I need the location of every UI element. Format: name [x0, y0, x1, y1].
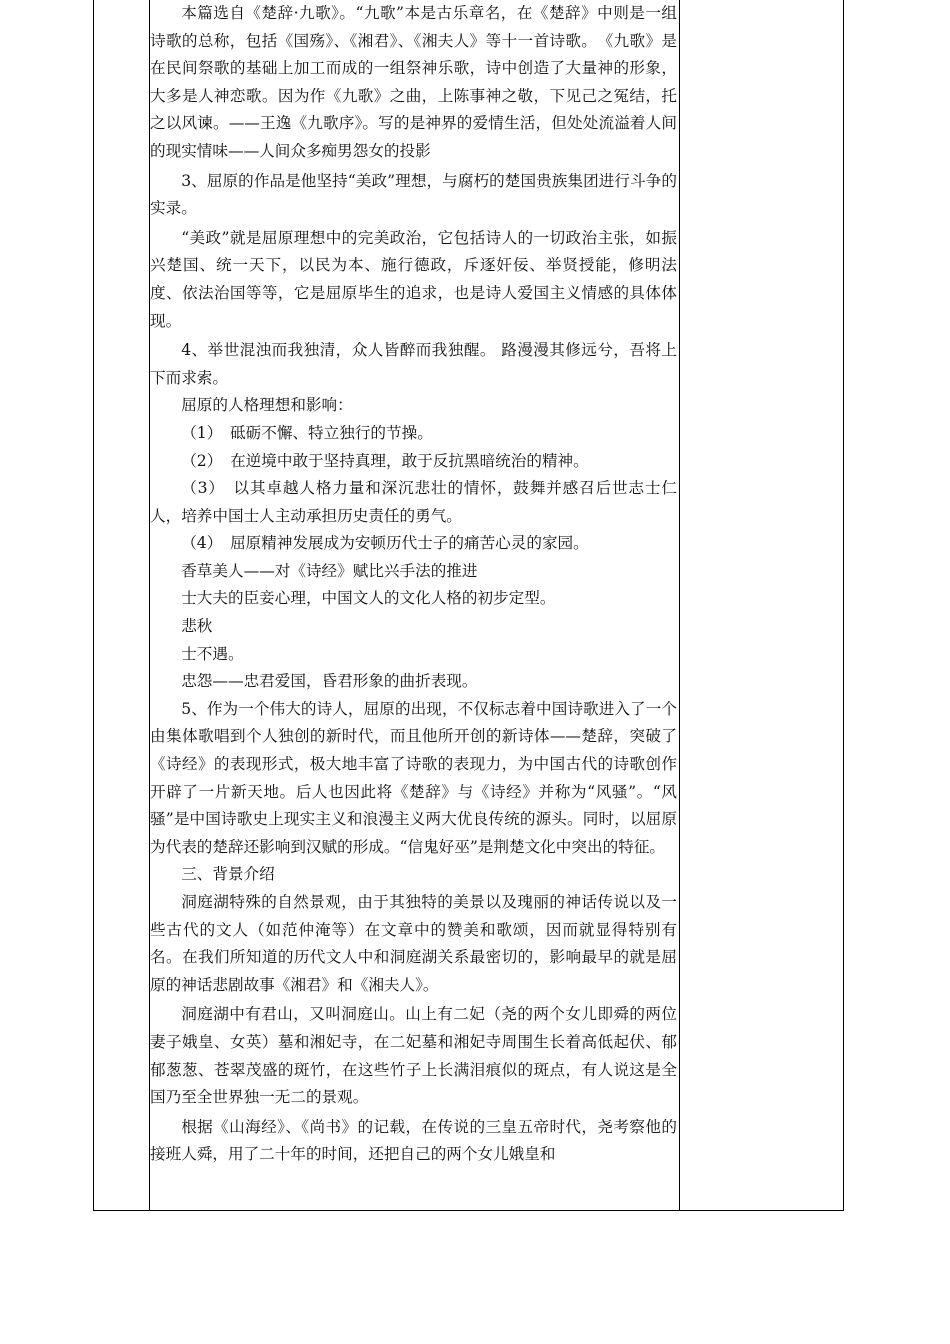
paragraph-meizheng: “美政”就是屈原理想中的完美政治，它包括诗人的一切政治主张，如振兴楚国、统一天下，以民为本、施行德政，斥逐奸佞、举贤授能，修明法度、依法治国等等，它是屈原毕生的追求，也是诗人爱国主义情感的具体体现。 — [150, 228, 677, 330]
paragraph-junshan: 洞庭湖中有君山，又叫洞庭山。山上有二妃（尧的两个女儿即舜的两位妻子娥皇、女英）墓和湘妃寺，在二妃墓和湘妃寺周围生长着高低起伏、郁郁葱葱、苍翠茂盛的斑竹，在这些竹子上长满泪痕似的斑点，有人说这是全国乃至全世界独一无二的景观。 — [150, 1005, 677, 1107]
paragraph-jiuge-intro: 本篇选自《楚辞·九歌》。“九歌”本是古乐章名，在《楚辞》中则是一组诗歌的总称，包括《国殇》、《湘君》、《湘夫人》等十一首诗歌。 《九歌》是在民间祭歌的基础上加工而成的一组祭神乐歌，诗中创造了大量神的形象，大多是人神恋歌。因为作《九歌》之曲，上陈事神之敬，下见己之冤结，托之以风谏。——王逸《九歌序》。写的是神界的爱情生活，但处处流溢着人间的现实情味——人间众多痴男怨女的投影 — [150, 4, 677, 160]
table-column-divider-right — [679, 0, 680, 1210]
paragraph-xiangcao: 香草美人——对《诗经》赋比兴手法的推进 — [181, 561, 478, 580]
paragraph-zhongyuan: 忠怨——忠君爱国，昏君形象的曲折表现。 — [181, 672, 478, 691]
section-heading-background: 三、背景介绍 — [181, 865, 275, 884]
list-item-1: （1） 砥砺不懈、特立独行的节操。 — [181, 423, 433, 442]
list-item-2: （2） 在逆境中敢于坚持真理，敢于反抗黑暗统治的精神。 — [181, 451, 589, 470]
paragraph-dongting-lake: 洞庭湖特殊的自然景观，由于其独特的美景以及瑰丽的神话传说以及一些古代的文人（如范仲淹等）在文章中的赞美和歌颂，因而就显得特别有名。在我们所知道的历代文人中和洞庭湖关系最密切的，影响最早的就是屈原的神话悲剧故事《湘君》和《湘夫人》。 — [150, 893, 677, 994]
list-item-3: （3） 以其卓越人格力量和深沉悲壮的情怀，鼓舞并感召后世志士仁人，培养中国士人主动承担历史责任的勇气。 — [150, 479, 677, 525]
paragraph-shibuyu: 士不遇。 — [181, 644, 244, 663]
list-item-4: （4） 屈原精神发展成为安顿历代士子的痛苦心灵的家园。 — [181, 534, 589, 553]
paragraph-beiqiu: 悲秋 — [181, 617, 213, 636]
paragraph-shidafu: 士大夫的臣妾心理，中国文人的文化人格的初步定型。 — [181, 589, 556, 608]
paragraph-point-5: 5、作为一个伟大的诗人，屈原的出现，不仅标志着中国诗歌进入了一个由集体歌唱到个人独创的新时代，而且他所开创的新诗体——楚辞，突破了《诗经》的表现形式，极大地丰富了诗歌的表现力，为中国古代的诗歌创作开辟了一片新天地。后人也因此将《楚辞》与《诗经》并称为“风骚”。“风骚”是中国诗歌史上现实主义和浪漫主义两大优良传统的源头。同时，以屈原为代表的楚辞还影响到汉赋的形成。“信鬼好巫”是荆楚文化中突出的特征。 — [150, 699, 677, 856]
paragraph-personality-heading: 屈原的人格理想和影响： — [181, 396, 353, 415]
paragraph-point-4: 4、举世混浊而我独清，众人皆醉而我独醒。 路漫漫其修远兮，吾将上下而求索。 — [150, 341, 677, 387]
paragraph-point-3: 3、屈原的作品是他坚持“美政”理想，与腐朽的楚国贵族集团进行斗争的实录。 — [150, 171, 677, 218]
content-cell — [150, 0, 677, 1211]
paragraph-legend: 根据《山海经》、《尚书》的记载，在传说的三皇五帝时代，尧考察他的接班人舜，用了二十年的时间，还把自己的两个女儿娥皇和 — [150, 1117, 677, 1164]
